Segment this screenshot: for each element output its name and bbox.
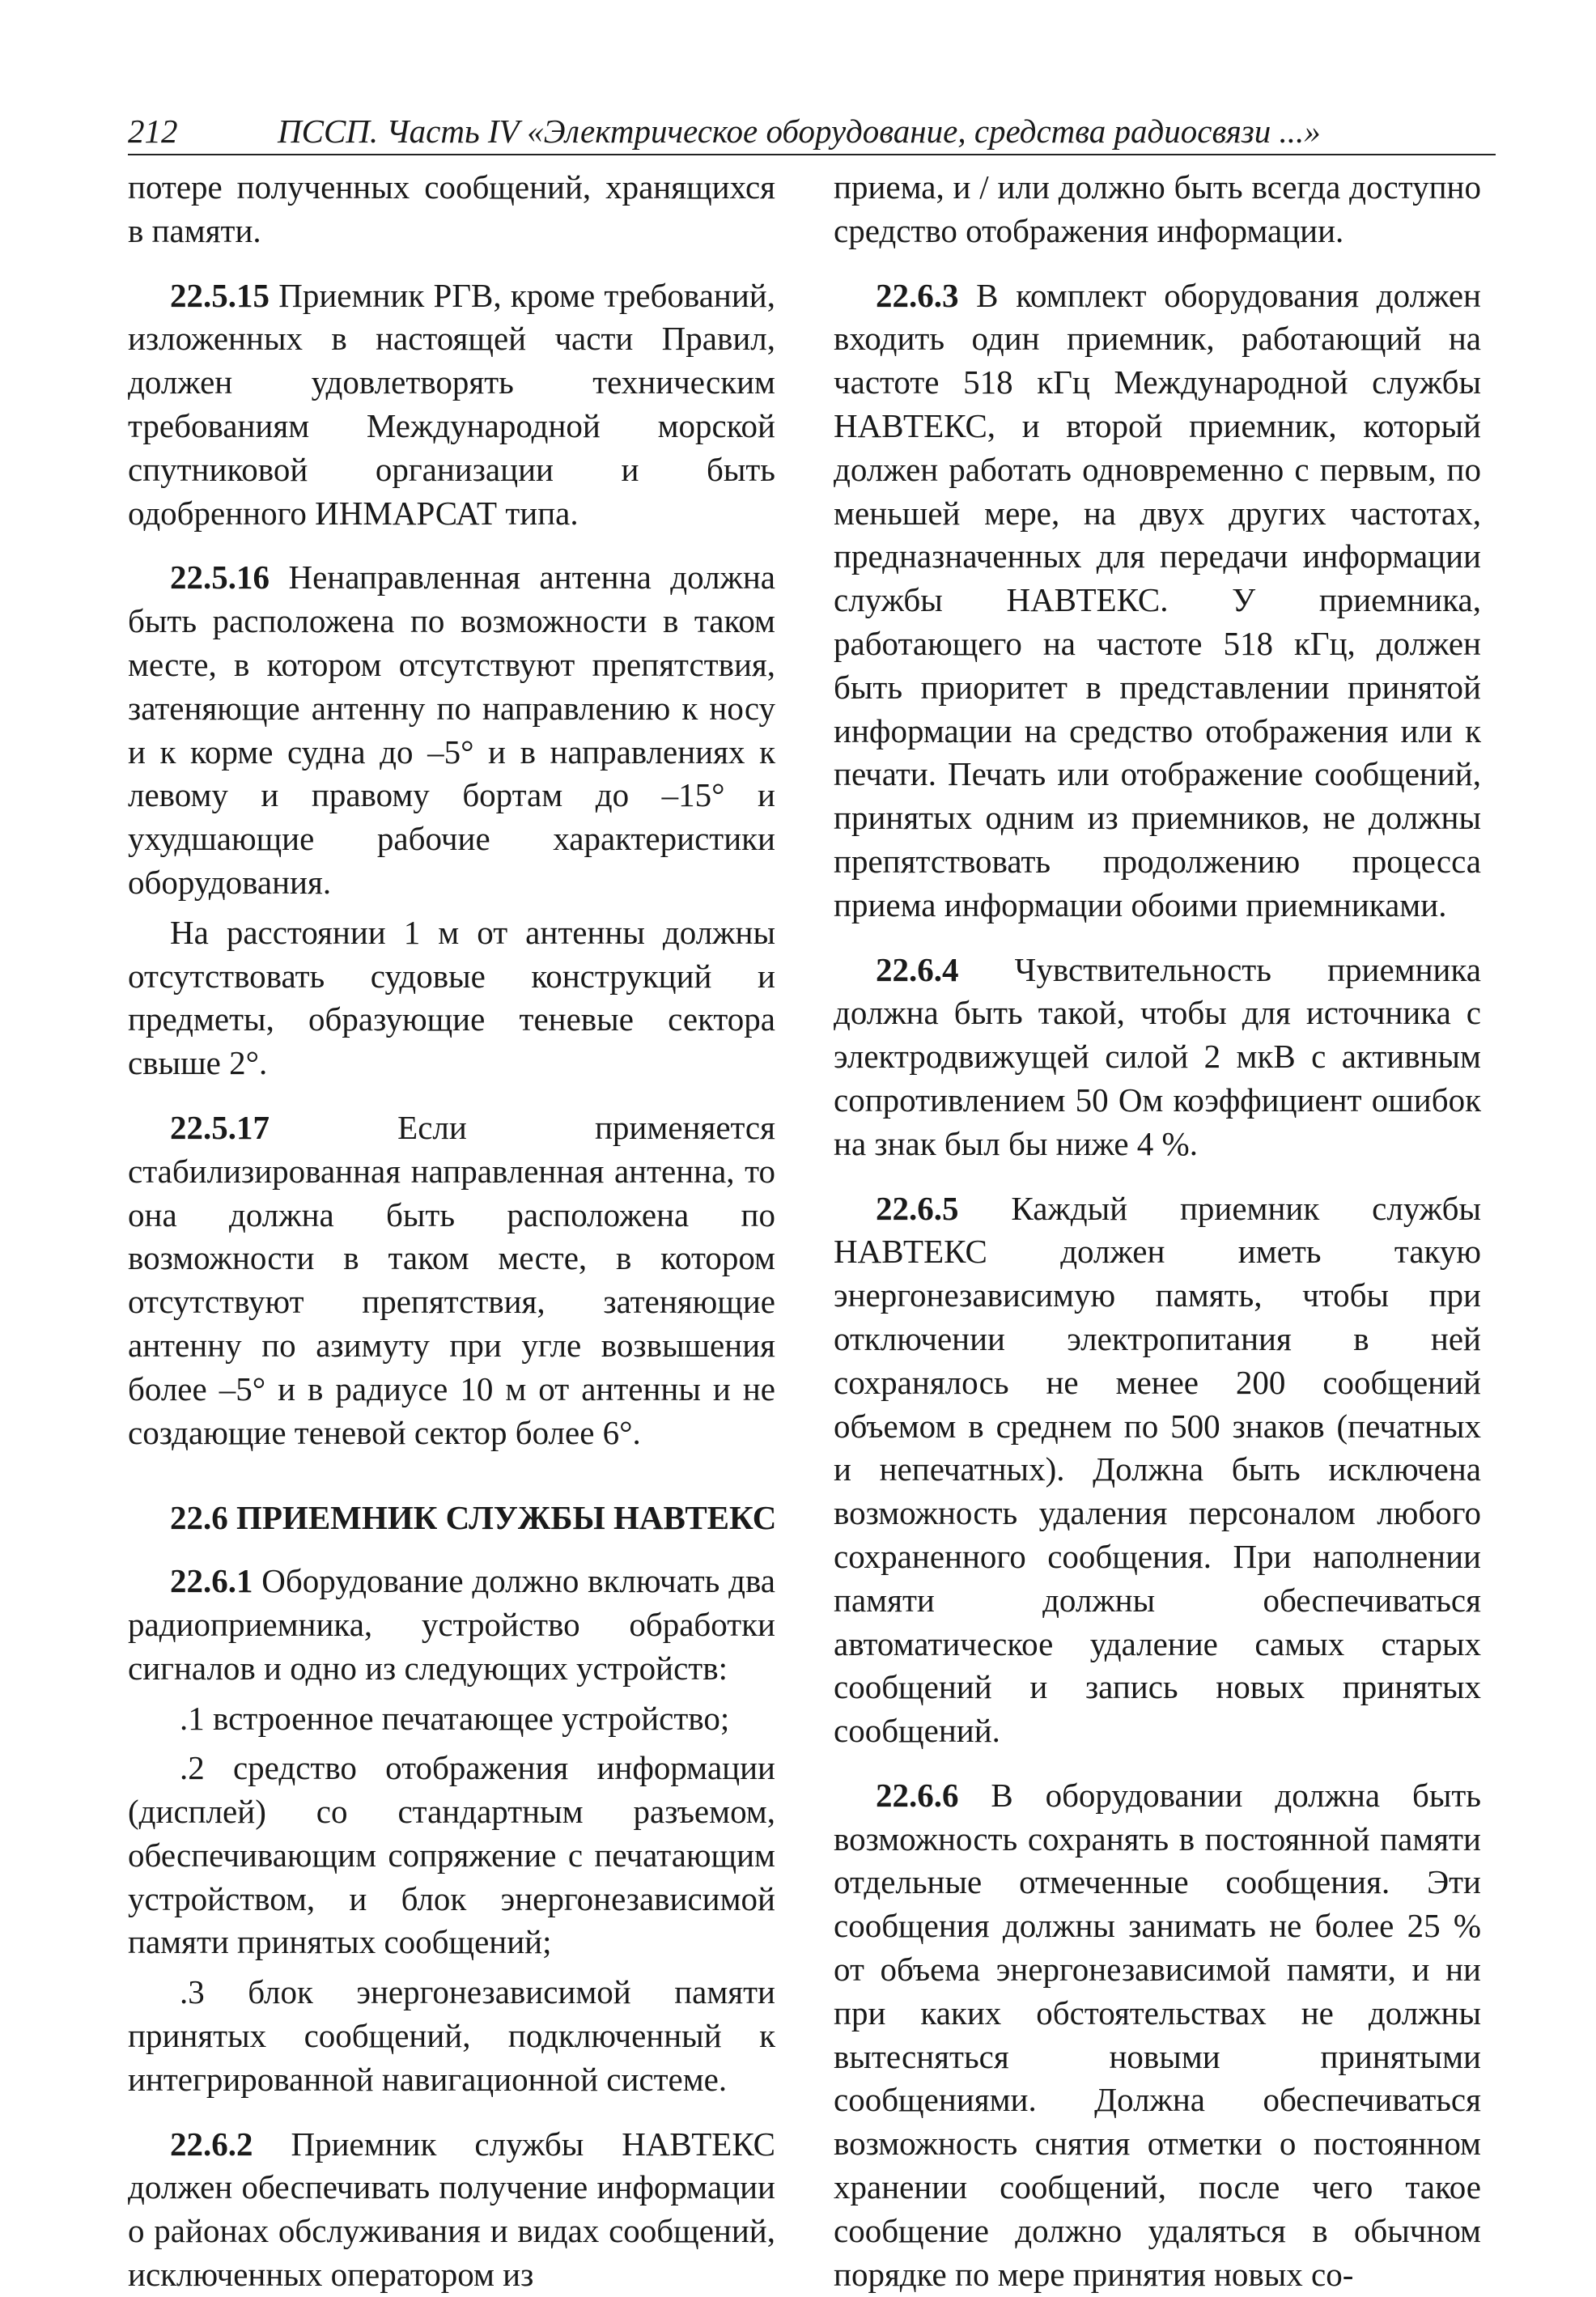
- list-item-text: встроенное печатающее устройство;: [204, 1699, 730, 1737]
- clause-number: 22.6.2: [170, 2125, 253, 2163]
- running-header: [128, 112, 1496, 155]
- section-heading: 22.6 ПРИЕМНИК СЛУЖБЫ НАВТЕКС: [170, 1499, 777, 1537]
- list-item-3: [128, 1971, 775, 2101]
- clause-number: 22.5.15: [170, 276, 270, 314]
- clause-text: Приемник РГВ, кроме требований, изложенных в настоящей части Правил, должен удовлетворять техническим требованиям Международной морской спутниковой организации и быть одобренного ИНМАРСАТ типа.: [128, 276, 775, 532]
- clause-text: В оборудовании должна быть возможность сохранять в постоянной памяти отдельные отмеченные сообщения. Эти сообщения должны занимать не более 25 % от объема энергонезависимой памяти, и ни при каких обстоятельствах не должны вытесняться новыми принятыми сообщениями. Должна обеспечиваться возможность снятия отметки о постоянном хранении сообщений, после чего такое сообщение должно удаляться в обычном порядке по мере принятия новых со-: [834, 1776, 1481, 2293]
- clause-number: 22.6.4: [876, 950, 959, 988]
- clause-22-6-4: [834, 949, 1481, 1166]
- clause-number: 22.5.17: [170, 1108, 270, 1146]
- clause-22-6-2: [128, 2123, 775, 2297]
- clause-text: Если применяется стабилизированная направленная антенна, то она должна быть расположена по возможности в таком месте, в котором отсутствуют препятствия, затеняющие антенну по азимуту при угле возвышения более –5° и в радиусе 10 м от антенны и не создающие теневой сектор более 6°.: [128, 1108, 775, 1451]
- list-item-text: средство отображения информации (дисплей) со стандартным разъемом, обеспечивающим сопряжение с печатающим устройством, и блок энергонезависимой памяти принятых сообщений;: [128, 1749, 775, 1961]
- paragraph: На расстоянии 1 м от антенны должны отсутствовать судовые конструкций и предметы, образующие теневые сектора свыше 2°.: [128, 913, 775, 1082]
- clause-number: 22.6.5: [876, 1189, 959, 1227]
- clause-22-6-1: [128, 1560, 775, 1690]
- clause-22-6-3: [834, 274, 1481, 928]
- paragraph-continuation: приема, и / или должно быть всегда доступно средство отображения информации.: [834, 168, 1481, 249]
- clause-number: 22.5.16: [170, 558, 270, 597]
- clause-text: Приемник службы НАВТЕКС должен обеспечивать получение информации о районах обслуживания и видах сообщений, исключенных оператором из: [128, 2125, 775, 2294]
- list-item-number: .3: [180, 1973, 205, 2011]
- clause-text: Оборудование должно включать два радиоприемника, устройство обработки сигналов и одно из следующих устройств:: [128, 1562, 775, 1687]
- clause-text: Каждый приемник службы НАВТЕКС должен иметь такую энергонезависимую память, чтобы при отключении электропитания в ней сохранялось не менее 200 сообщений объемом в среднем по 500 знаков (печатных и непечатных). Должна быть исключена возможность удаления персоналом любого сохраненного сообщения. При наполнении памяти должны обеспечиваться автоматическое удаление самых старых сообщений и запись новых принятых сообщений.: [834, 1189, 1481, 1750]
- clause-text: Ненаправленная антенна должна быть расположена по возможности в таком месте, в котором отсутствуют препятствия, затеняющие антенну по направлению к носу и к корме судна до –5° и в направлениях к левому и правому бортам до –15° и ухудшающие рабочие характеристики оборудования.: [128, 558, 775, 901]
- list-item-text: блок энергонезависимой памяти принятых сообщений, подключенный к интегрированной навигационной системе.: [128, 1973, 775, 2098]
- clause-22-5-15: [128, 274, 775, 536]
- clause-22-6-6: [834, 1774, 1481, 2297]
- list-item-number: .1: [180, 1699, 205, 1737]
- clause-22-5-16: [128, 556, 775, 904]
- clause-22-6-5: [834, 1187, 1481, 1753]
- clause-22-5-17: [128, 1106, 775, 1454]
- left-column: [128, 166, 775, 2297]
- page-number: 212: [128, 113, 178, 150]
- right-column: [834, 166, 1481, 2296]
- list-item-number: .2: [180, 1749, 205, 1787]
- running-title: ПССП. Часть IV «Электрическое оборудование, средства радиосвязи ...»: [278, 113, 1321, 150]
- list-item-1: [128, 1697, 775, 1741]
- clause-number: 22.6.1: [170, 1562, 253, 1600]
- paragraph-continuation: потере полученных сообщений, хранящихся в памяти.: [128, 168, 775, 249]
- clause-number: 22.6.6: [876, 1776, 959, 1814]
- clause-text: Чувствительность приемника должна быть такой, чтобы для источника с электродвижущей силой 2 мкВ с активным сопротивлением 50 Ом коэффициент ошибок на знак был бы ниже 4 %.: [834, 950, 1481, 1162]
- clause-number: 22.6.3: [876, 276, 959, 314]
- list-item-2: [128, 1747, 775, 1964]
- clause-text: В комплект оборудования должен входить один приемник, работающий на частоте 518 кГц Международной службы НАВТЕКС, и второй приемник, который должен работать одновременно с первым, по меньшей мере, на двух других частотах, предназначенных для передачи информации службы НАВТЕКС. У приемника, работающего на частоте 518 кГц, должен быть приоритет в представлении принятой информации на средство отображения или к печати. Печать или отображение сообщений, принятых одним из приемников, не должны препятствовать продолжению процесса приема информации обоими приемниками.: [834, 276, 1481, 923]
